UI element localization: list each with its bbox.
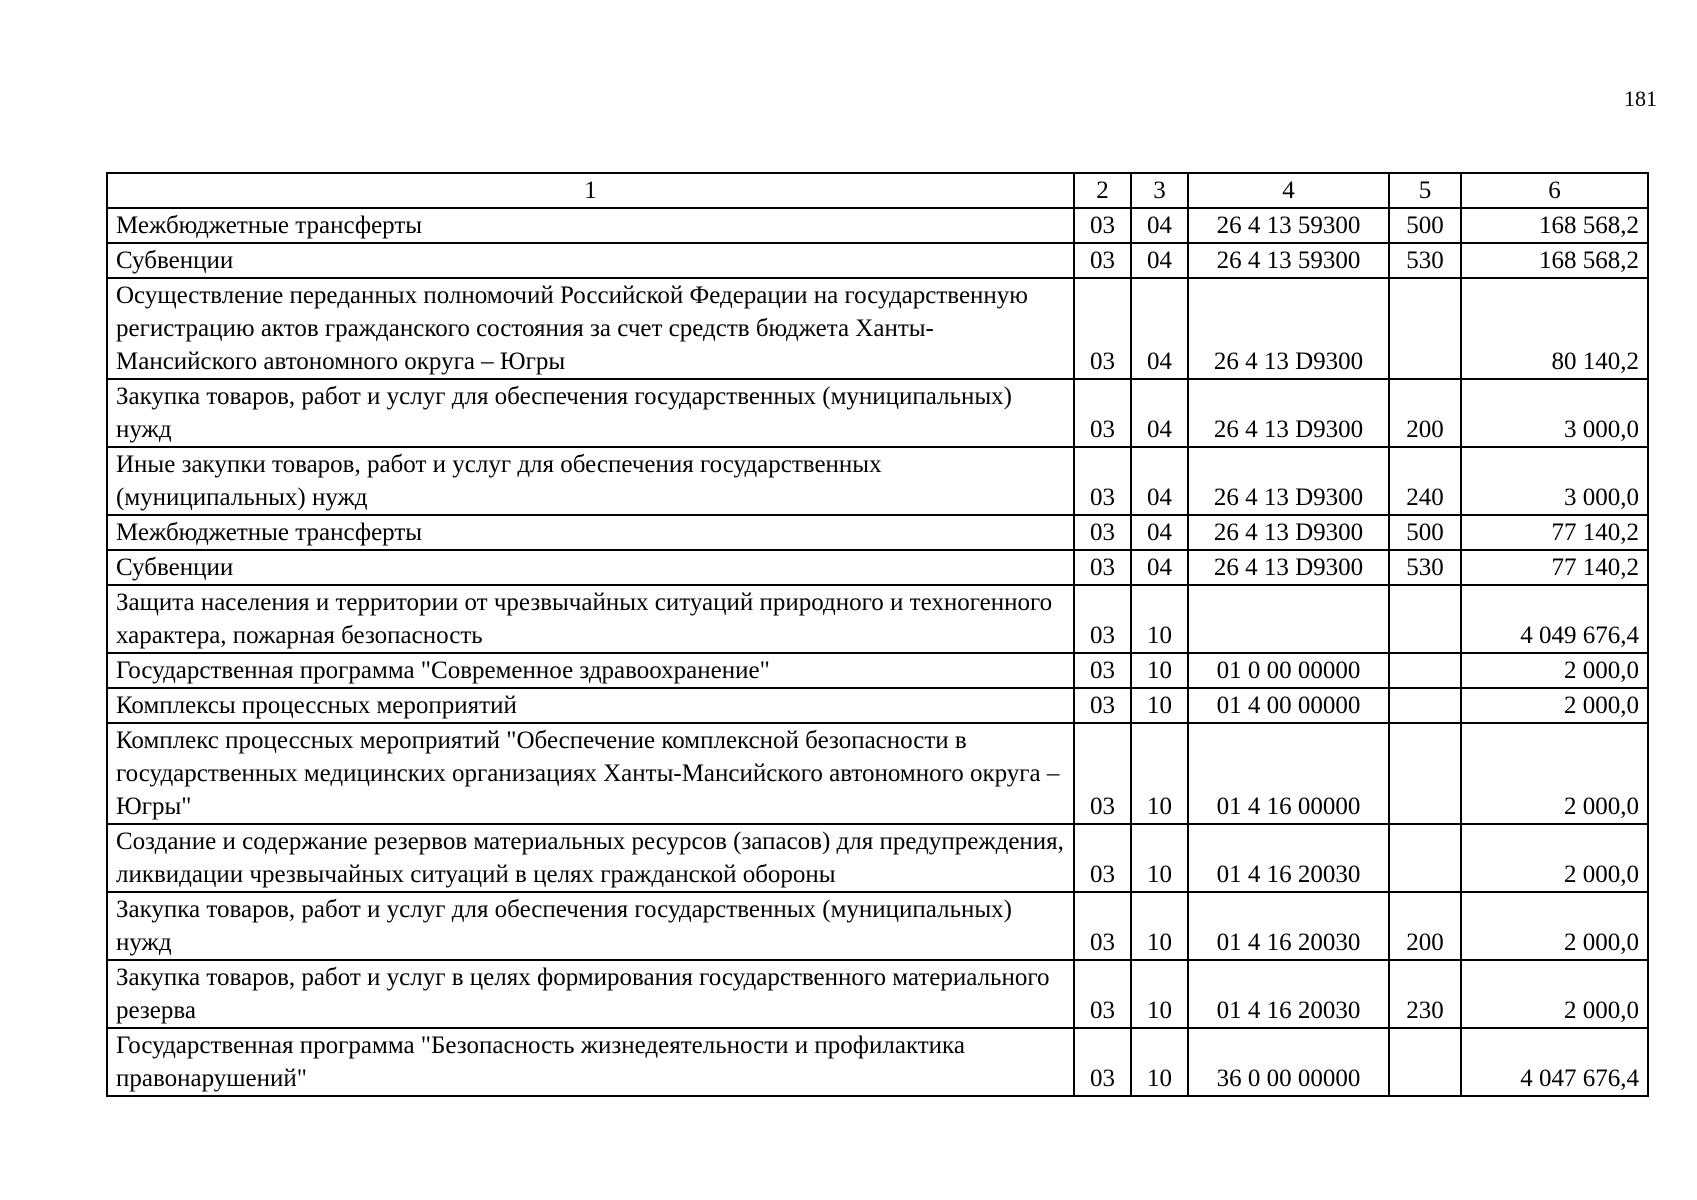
expenditure-name-cell: Закупка товаров, работ и услуг для обеспечения государственных (муниципальных) нужд xyxy=(107,892,1074,960)
expense-type-code-cell xyxy=(1389,723,1461,824)
expense-type-code-cell xyxy=(1389,1028,1461,1096)
expenditure-name-cell: Государственная программа "Безопасность жизнедеятельности и профилактика правонарушений" xyxy=(107,1028,1074,1096)
expenditure-name-cell: Субвенции xyxy=(107,243,1074,278)
target-article-code-cell: 26 4 13 D9300 xyxy=(1188,515,1389,550)
table-row xyxy=(107,585,1648,653)
target-article-code-cell: 01 4 16 20030 xyxy=(1188,960,1389,1028)
target-article-code-cell: 01 4 16 00000 xyxy=(1188,723,1389,824)
section-code-cell: 03 xyxy=(1074,960,1131,1028)
section-code-cell: 03 xyxy=(1074,550,1131,585)
amount-cell: 77 140,2 xyxy=(1461,515,1648,550)
section-code-cell: 03 xyxy=(1074,278,1131,379)
amount-cell: 3 000,0 xyxy=(1461,447,1648,515)
table-row xyxy=(107,1028,1648,1096)
subsection-code-cell: 04 xyxy=(1131,379,1188,447)
amount-cell: 2 000,0 xyxy=(1461,688,1648,723)
expense-type-code-cell: 200 xyxy=(1389,379,1461,447)
amount-cell: 2 000,0 xyxy=(1461,723,1648,824)
table-body xyxy=(107,208,1648,1096)
table-row xyxy=(107,892,1648,960)
subsection-code-cell: 10 xyxy=(1131,653,1188,688)
section-code-cell: 03 xyxy=(1074,892,1131,960)
table-row xyxy=(107,550,1648,585)
expenditure-name-cell: Государственная программа "Современное здравоохранение" xyxy=(107,653,1074,688)
subsection-code-cell: 10 xyxy=(1131,585,1188,653)
section-code-cell: 03 xyxy=(1074,653,1131,688)
section-code-cell: 03 xyxy=(1074,688,1131,723)
amount-cell: 2 000,0 xyxy=(1461,824,1648,892)
amount-cell: 168 568,2 xyxy=(1461,208,1648,243)
amount-cell: 2 000,0 xyxy=(1461,892,1648,960)
section-code-cell: 03 xyxy=(1074,447,1131,515)
header-col-5: 5 xyxy=(1389,173,1461,208)
header-col-3: 3 xyxy=(1131,173,1188,208)
expenditure-name-cell: Осуществление переданных полномочий Российской Федерации на государственную регистрацию актов гражданского состояния за счет средств бюджета Ханты-Мансийского автономного округа – Югры xyxy=(107,278,1074,379)
target-article-code-cell: 26 4 13 59300 xyxy=(1188,243,1389,278)
amount-cell: 2 000,0 xyxy=(1461,960,1648,1028)
table-row xyxy=(107,824,1648,892)
table-row xyxy=(107,243,1648,278)
amount-cell: 3 000,0 xyxy=(1461,379,1648,447)
subsection-code-cell: 10 xyxy=(1131,824,1188,892)
table-row xyxy=(107,278,1648,379)
expense-type-code-cell xyxy=(1389,824,1461,892)
amount-cell: 4 049 676,4 xyxy=(1461,585,1648,653)
expense-type-code-cell: 530 xyxy=(1389,550,1461,585)
table-row xyxy=(107,208,1648,243)
table-row xyxy=(107,447,1648,515)
subsection-code-cell: 04 xyxy=(1131,243,1188,278)
target-article-code-cell: 01 4 16 20030 xyxy=(1188,824,1389,892)
target-article-code-cell: 01 4 16 20030 xyxy=(1188,892,1389,960)
section-code-cell: 03 xyxy=(1074,379,1131,447)
target-article-code-cell: 26 4 13 D9300 xyxy=(1188,447,1389,515)
target-article-code-cell: 26 4 13 D9300 xyxy=(1188,278,1389,379)
expense-type-code-cell: 500 xyxy=(1389,208,1461,243)
section-code-cell: 03 xyxy=(1074,723,1131,824)
target-article-code-cell: 26 4 13 D9300 xyxy=(1188,379,1389,447)
subsection-code-cell: 04 xyxy=(1131,447,1188,515)
expenditure-name-cell: Закупка товаров, работ и услуг для обеспечения государственных (муниципальных) нужд xyxy=(107,379,1074,447)
expense-type-code-cell: 530 xyxy=(1389,243,1461,278)
expenditure-name-cell: Субвенции xyxy=(107,550,1074,585)
table-row xyxy=(107,379,1648,447)
subsection-code-cell: 10 xyxy=(1131,960,1188,1028)
expenditure-name-cell: Комплекс процессных мероприятий "Обеспечение комплексной безопасности в государственных медицинских организациях Ханты-Мансийского автономного округа – Югры" xyxy=(107,723,1074,824)
target-article-code-cell: 36 0 00 00000 xyxy=(1188,1028,1389,1096)
table-row xyxy=(107,723,1648,824)
subsection-code-cell: 10 xyxy=(1131,892,1188,960)
amount-cell: 168 568,2 xyxy=(1461,243,1648,278)
expenditure-name-cell: Создание и содержание резервов материальных ресурсов (запасов) для предупреждения, ликвидации чрезвычайных ситуаций в целях гражданской обороны xyxy=(107,824,1074,892)
expense-type-code-cell xyxy=(1389,585,1461,653)
expense-type-code-cell: 500 xyxy=(1389,515,1461,550)
header-col-4: 4 xyxy=(1188,173,1389,208)
target-article-code-cell: 01 4 00 00000 xyxy=(1188,688,1389,723)
table-row xyxy=(107,653,1648,688)
section-code-cell: 03 xyxy=(1074,208,1131,243)
target-article-code-cell: 26 4 13 59300 xyxy=(1188,208,1389,243)
expenditure-name-cell: Межбюджетные трансферты xyxy=(107,208,1074,243)
header-col-6: 6 xyxy=(1461,173,1648,208)
header-col-1: 1 xyxy=(107,173,1074,208)
section-code-cell: 03 xyxy=(1074,585,1131,653)
section-code-cell: 03 xyxy=(1074,824,1131,892)
page-number: 181 xyxy=(1624,86,1657,111)
expense-type-code-cell xyxy=(1389,278,1461,379)
expenditure-name-cell: Межбюджетные трансферты xyxy=(107,515,1074,550)
header-row xyxy=(107,173,1648,208)
subsection-code-cell: 10 xyxy=(1131,723,1188,824)
table-row xyxy=(107,960,1648,1028)
subsection-code-cell: 10 xyxy=(1131,1028,1188,1096)
table-row xyxy=(107,515,1648,550)
expenditure-name-cell: Комплексы процессных мероприятий xyxy=(107,688,1074,723)
section-code-cell: 03 xyxy=(1074,515,1131,550)
table-row xyxy=(107,688,1648,723)
expenditure-name-cell: Закупка товаров, работ и услуг в целях формирования государственного материального резерва xyxy=(107,960,1074,1028)
expense-type-code-cell: 230 xyxy=(1389,960,1461,1028)
subsection-code-cell: 04 xyxy=(1131,550,1188,585)
expense-type-code-cell xyxy=(1389,653,1461,688)
subsection-code-cell: 04 xyxy=(1131,278,1188,379)
section-code-cell: 03 xyxy=(1074,1028,1131,1096)
subsection-code-cell: 04 xyxy=(1131,208,1188,243)
target-article-code-cell xyxy=(1188,585,1389,653)
subsection-code-cell: 04 xyxy=(1131,515,1188,550)
target-article-code-cell: 26 4 13 D9300 xyxy=(1188,550,1389,585)
expense-type-code-cell: 240 xyxy=(1389,447,1461,515)
header-col-2: 2 xyxy=(1074,173,1131,208)
amount-cell: 2 000,0 xyxy=(1461,653,1648,688)
amount-cell: 4 047 676,4 xyxy=(1461,1028,1648,1096)
expense-type-code-cell: 200 xyxy=(1389,892,1461,960)
expenditure-name-cell: Иные закупки товаров, работ и услуг для обеспечения государственных (муниципальных) нужд xyxy=(107,447,1074,515)
expenditure-name-cell: Защита населения и территории от чрезвычайных ситуаций природного и техногенного характера, пожарная безопасность xyxy=(107,585,1074,653)
amount-cell: 80 140,2 xyxy=(1461,278,1648,379)
target-article-code-cell: 01 0 00 00000 xyxy=(1188,653,1389,688)
subsection-code-cell: 10 xyxy=(1131,688,1188,723)
expense-type-code-cell xyxy=(1389,688,1461,723)
budget-table xyxy=(106,172,1649,1097)
amount-cell: 77 140,2 xyxy=(1461,550,1648,585)
section-code-cell: 03 xyxy=(1074,243,1131,278)
table-header xyxy=(107,173,1648,208)
